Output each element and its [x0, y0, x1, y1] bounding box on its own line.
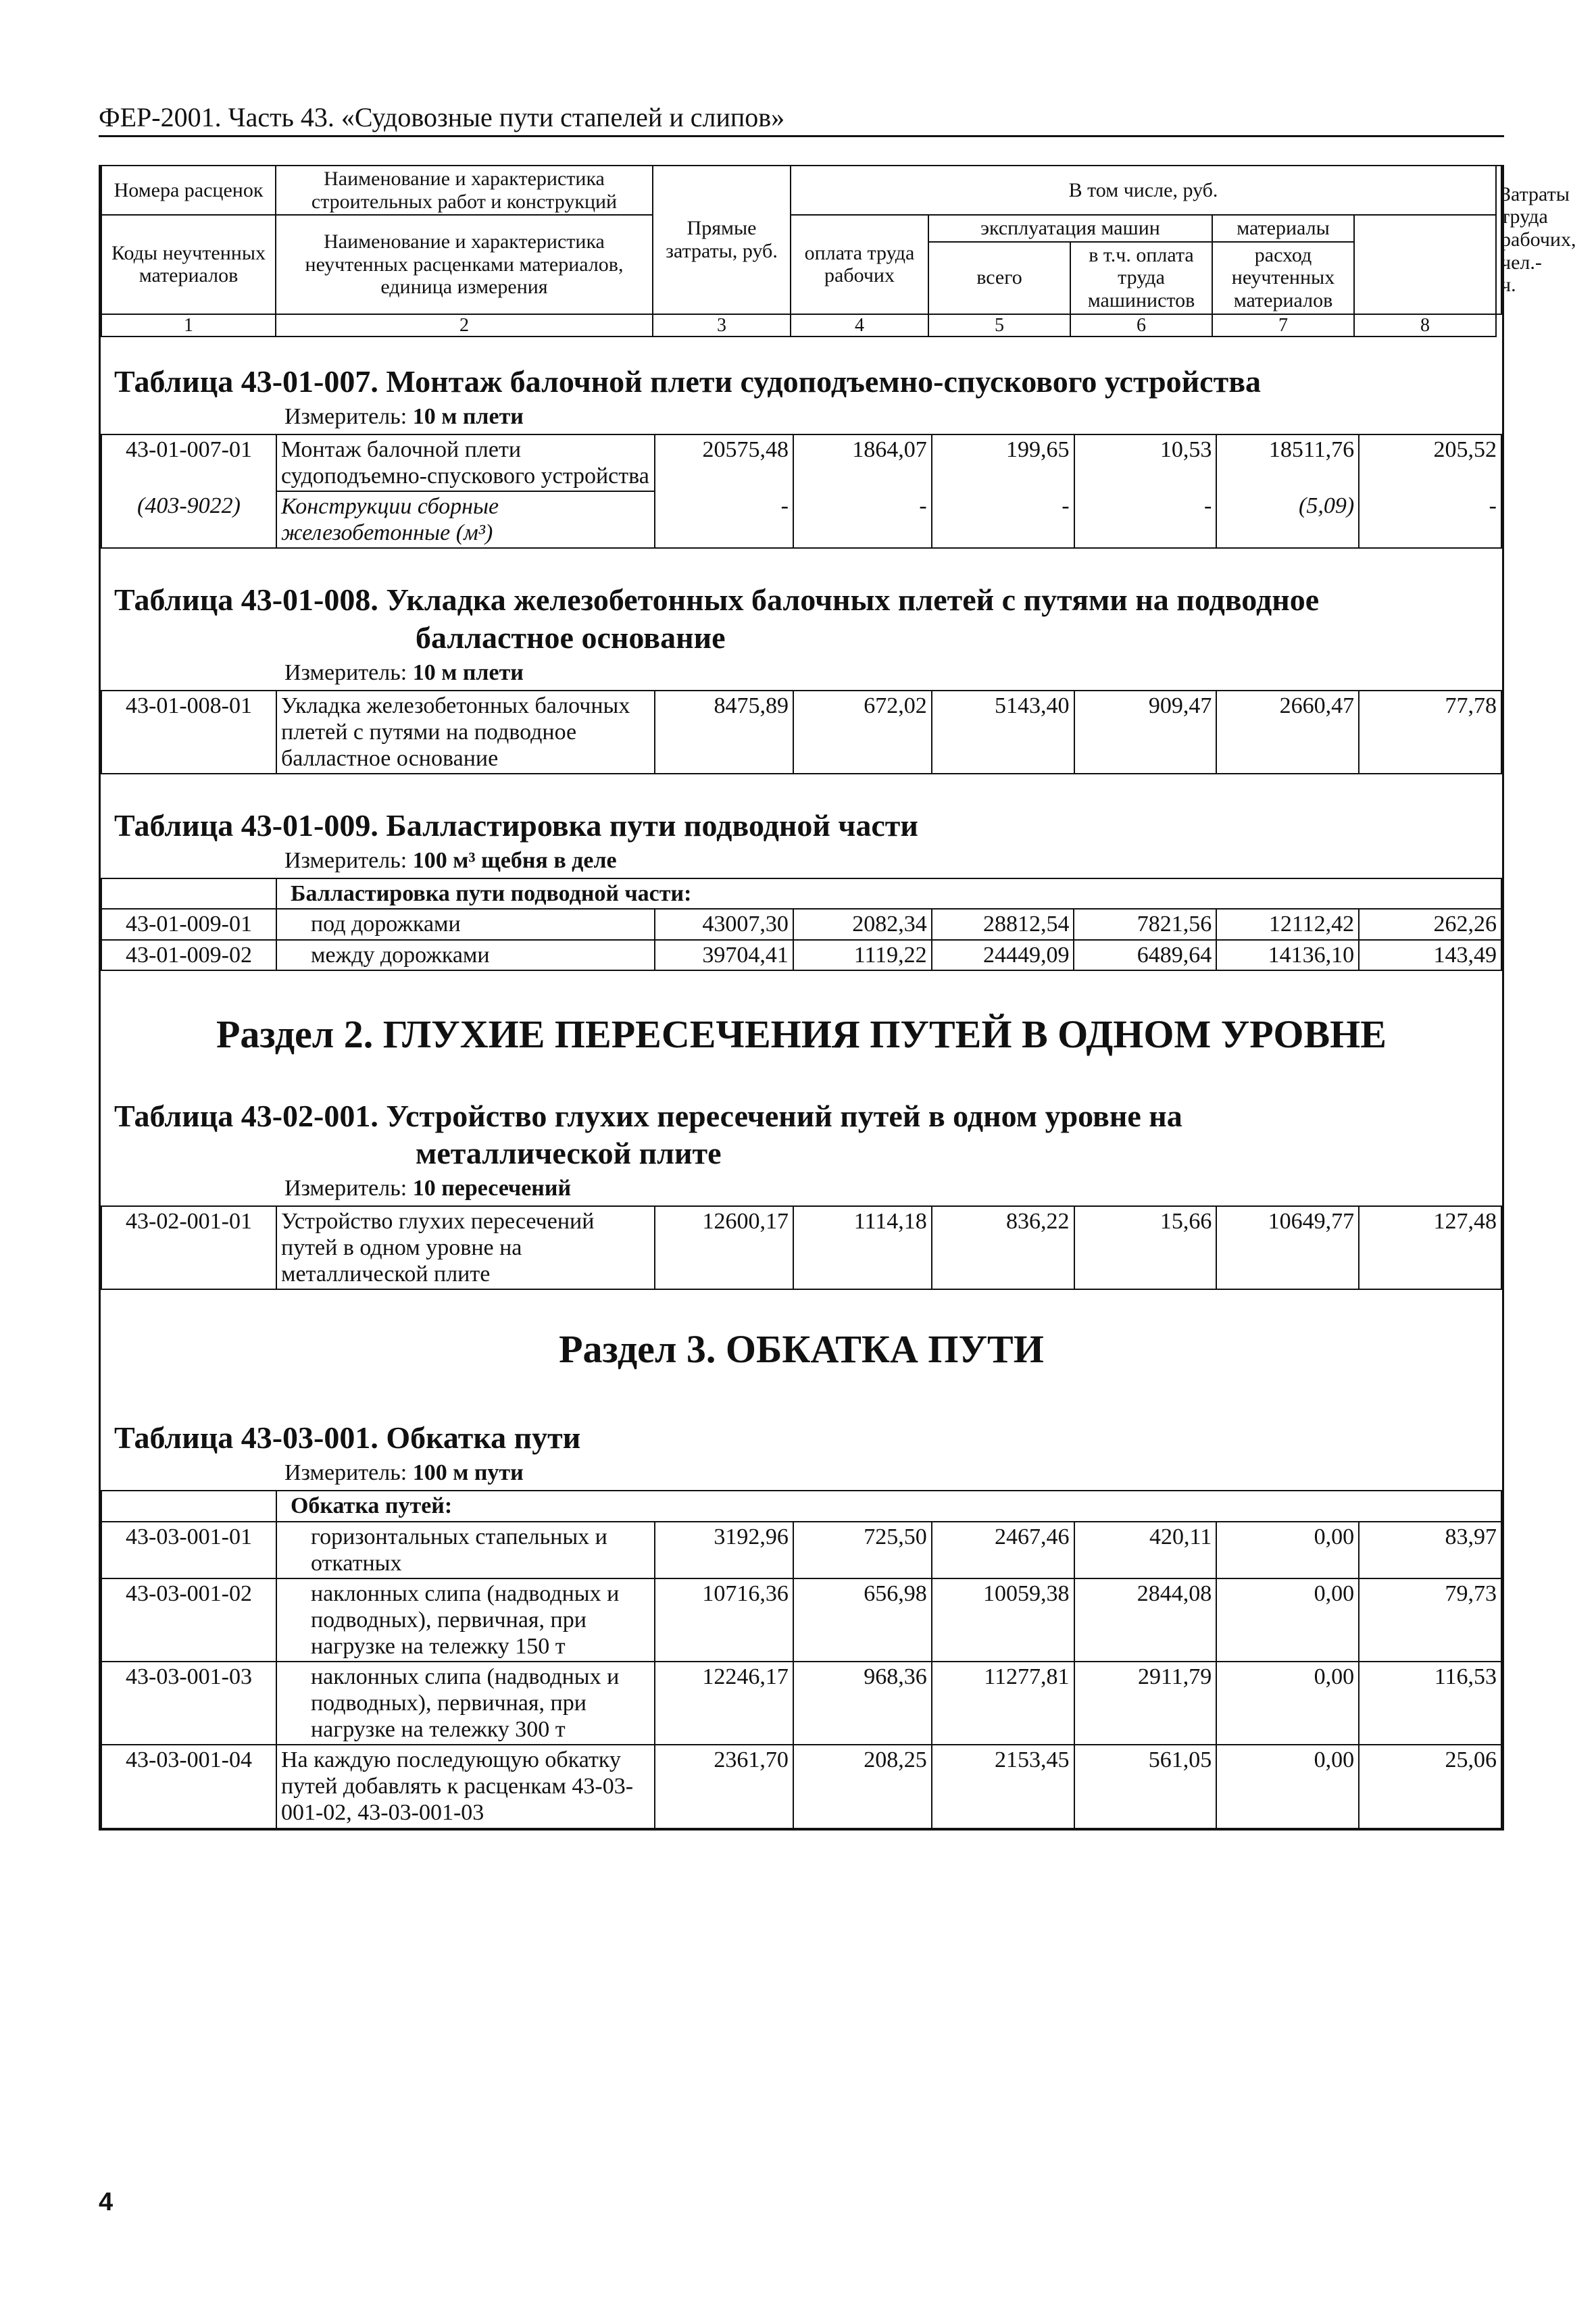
machines-pay: 6489,64 [1074, 940, 1216, 970]
direct-cost: 43007,30 [655, 909, 793, 939]
machines-pay: 15,66 [1074, 1206, 1217, 1289]
part-title: Раздел 2. ГЛУХИЕ ПЕРЕСЕЧЕНИЯ ПУТЕЙ В ОДНОМ УРОВНЕ [216, 1012, 1387, 1056]
table-title [101, 1097, 1502, 1172]
direct-cost: 10716,36 [655, 1578, 793, 1662]
labor-pay: 656,98 [793, 1578, 932, 1662]
rates-table [101, 434, 1502, 549]
materials: 0,00 [1216, 1522, 1359, 1578]
header-machines-total: всего [928, 242, 1070, 314]
unit-line [101, 404, 1502, 430]
group-label: Балластировка пути подводной части: [276, 878, 1501, 909]
header-code-bottom: Коды неучтенных материалов [101, 215, 276, 314]
unit-label: Измеритель: [284, 848, 407, 874]
header-materials-unaccounted: расход неучтенных материалов [1212, 242, 1354, 314]
table-title-continuation: металлической плите [416, 1135, 722, 1170]
table-title-text: Таблица 43-01-008. Укладка железобетонных балочных плетей с путями на подводное [114, 582, 1320, 618]
labor-pay: 1114,18 [793, 1206, 932, 1289]
direct-cost: - [655, 491, 793, 548]
col-number: 6 [1070, 314, 1212, 337]
materials: 10649,77 [1216, 1206, 1359, 1289]
table-title-text: Таблица 43-01-009. Балластировка пути подводной части [114, 808, 918, 843]
direct-cost: 2361,70 [655, 1745, 793, 1828]
table-section [101, 549, 1502, 774]
rate-code: 43-03-001-02 [101, 1578, 276, 1662]
machines-pay: 909,47 [1074, 691, 1217, 774]
table-row [101, 940, 1501, 970]
table-title-text: Таблица 43-01-007. Монтаж балочной плети судоподъемно-спускового устройства [114, 364, 1262, 399]
labor-pay: 208,25 [793, 1745, 932, 1828]
unit-line [101, 660, 1502, 686]
machines-pay: 7821,56 [1074, 909, 1216, 939]
document-body [99, 165, 1576, 1831]
header-rule [99, 135, 1504, 137]
work-name: наклонных слипа (надводных и подводных), первичная, при нагрузке на тележку 300 т [276, 1662, 655, 1745]
table-section [101, 1290, 1502, 1828]
table-title-continuation: балластное основание [416, 620, 726, 655]
rates-table [101, 1490, 1502, 1828]
table-row [101, 909, 1501, 939]
work-name: Монтаж балочной плети судоподъемно-спускового устройства [276, 434, 655, 491]
table-row [101, 1206, 1501, 1289]
table-section [101, 971, 1502, 1291]
work-name: Конструкции сборные железобетонные (м³) [276, 491, 655, 548]
group-row [101, 878, 1501, 909]
direct-cost: 3192,96 [655, 1522, 793, 1578]
material-row [101, 491, 1501, 548]
direct-cost: 20575,48 [655, 434, 793, 491]
labor-hours: 143,49 [1359, 940, 1501, 970]
labor-pay: 968,36 [793, 1662, 932, 1745]
labor-hours: 25,06 [1359, 1745, 1501, 1828]
table-title [101, 807, 1502, 844]
table-title-text: Таблица 43-02-001. Устройство глухих пересечений путей в одном уровне на [114, 1098, 1182, 1133]
unit-label: Измеритель: [284, 404, 407, 430]
labor-pay: - [793, 491, 932, 548]
rate-code: 43-01-008-01 [101, 691, 276, 774]
header-incl: В том числе, руб. [791, 166, 1496, 215]
materials: 0,00 [1216, 1578, 1359, 1662]
labor-pay: 1119,22 [793, 940, 932, 970]
rates-table [101, 690, 1502, 774]
materials: 0,00 [1216, 1745, 1359, 1828]
rates-table [101, 1205, 1502, 1290]
table-row [101, 1662, 1501, 1745]
col-number: 3 [653, 314, 791, 337]
materials: 12112,42 [1216, 909, 1359, 939]
header-machines: эксплуатация машин [928, 215, 1212, 242]
table-row [101, 691, 1501, 774]
unit-label: Измеритель: [284, 1175, 407, 1201]
unit-line [101, 1176, 1502, 1201]
rates-table [101, 878, 1502, 970]
machines-pay: 420,11 [1074, 1522, 1217, 1578]
group-row [101, 1491, 1501, 1521]
header-direct: Прямые затраты, руб. [653, 166, 791, 314]
work-name: На каждую последующую обкатку путей добавлять к расценкам 43-03-001-02, 43-03-001-03 [276, 1745, 655, 1828]
unit-value: 100 м пути [412, 1460, 524, 1486]
table-title [101, 363, 1502, 400]
materials: 0,00 [1216, 1662, 1359, 1745]
labor-hours: 262,26 [1359, 909, 1501, 939]
labor-hours: 77,78 [1359, 691, 1501, 774]
labor-hours: 79,73 [1359, 1578, 1501, 1662]
machines-pay: 2911,79 [1074, 1662, 1217, 1745]
table-row [101, 1578, 1501, 1662]
header-name-bottom: Наименование и характеристика неучтенных расценками материалов, единица измерения [276, 215, 653, 314]
work-name: горизонтальных стапельных и откатных [276, 1522, 655, 1578]
col-number: 4 [791, 314, 928, 337]
machines-pay: 2844,08 [1074, 1578, 1217, 1662]
header-labor-cost: Затраты труда рабочих, чел.-ч. [1496, 166, 1501, 314]
unit-line [101, 848, 1502, 874]
header-labor-pay: оплата труда рабочих [791, 215, 928, 314]
work-name: Устройство глухих пересечений путей в одном уровне на металлической плите [276, 1206, 655, 1289]
unit-label: Измеритель: [284, 659, 407, 685]
table-row [101, 1522, 1501, 1578]
work-name: Укладка железобетонных балочных плетей с путями на подводное балластное основание [276, 691, 655, 774]
work-name: под дорожками [276, 909, 655, 939]
labor-hours: - [1359, 491, 1501, 548]
group-empty-cell [101, 1491, 276, 1521]
table-sections [101, 337, 1502, 1829]
machines-pay: 561,05 [1074, 1745, 1217, 1828]
machines-total: 2467,46 [932, 1522, 1074, 1578]
labor-hours: 127,48 [1359, 1206, 1501, 1289]
machines-total: 836,22 [932, 1206, 1074, 1289]
machines-pay: 10,53 [1074, 434, 1217, 491]
unit-value: 100 м³ щебня в деле [412, 848, 617, 874]
direct-cost: 12246,17 [655, 1662, 793, 1745]
direct-cost: 39704,41 [655, 940, 793, 970]
col-number: 7 [1212, 314, 1354, 337]
direct-cost: 12600,17 [655, 1206, 793, 1289]
machines-pay: - [1074, 491, 1217, 548]
part-title: Раздел 3. ОБКАТКА ПУТИ [559, 1327, 1044, 1372]
labor-pay: 672,02 [793, 691, 932, 774]
materials: 14136,10 [1216, 940, 1359, 970]
page-header: ФЕР-2001. Часть 43. «Судовозные пути стапелей и слипов» [99, 102, 785, 132]
rate-code: 43-03-001-01 [101, 1522, 276, 1578]
table-title-text: Таблица 43-03-001. Обкатка пути [114, 1420, 581, 1455]
page-number: 4 [99, 2188, 114, 2216]
table-title [101, 581, 1502, 655]
materials: 18511,76 [1216, 434, 1359, 491]
table-title [101, 1419, 1502, 1456]
rate-code: 43-03-001-04 [101, 1745, 276, 1828]
table-section [101, 774, 1502, 970]
machines-total: 28812,54 [932, 909, 1074, 939]
unit-value: 10 м плети [412, 659, 524, 685]
rate-code: 43-03-001-03 [101, 1662, 276, 1745]
materials: 2660,47 [1216, 691, 1359, 774]
table-row [101, 434, 1501, 491]
machines-total: 2153,45 [932, 1745, 1074, 1828]
rate-code: 43-01-009-02 [101, 940, 276, 970]
table-row [101, 1745, 1501, 1828]
unit-value: 10 пересечений [412, 1175, 572, 1201]
labor-pay: 2082,34 [793, 909, 932, 939]
unit-line [101, 1460, 1502, 1486]
group-label: Обкатка путей: [276, 1491, 1501, 1521]
col-number: 5 [928, 314, 1070, 337]
direct-cost: 8475,89 [655, 691, 793, 774]
work-name: между дорожками [276, 940, 655, 970]
machines-total: 199,65 [932, 434, 1074, 491]
header-machines-pay: в т.ч. оплата труда машинистов [1070, 242, 1212, 314]
labor-pay: 1864,07 [793, 434, 932, 491]
col-number: 1 [101, 314, 276, 337]
unit-label: Измеритель: [284, 1460, 407, 1486]
rate-code: 43-02-001-01 [101, 1206, 276, 1289]
materials: (5,09) [1216, 491, 1359, 548]
labor-hours: 205,52 [1359, 434, 1501, 491]
unit-value: 10 м плети [412, 404, 524, 430]
machines-total: 10059,38 [932, 1578, 1074, 1662]
col-number: 2 [276, 314, 653, 337]
header-code-top: Номера расценок [101, 166, 276, 215]
header-name-top: Наименование и характеристика строительных работ и конструкций [276, 166, 653, 215]
machines-total: 24449,09 [932, 940, 1074, 970]
rate-code: (403-9022) [101, 491, 276, 548]
col-number: 8 [1354, 314, 1496, 337]
work-name: наклонных слипа (надводных и подводных), первичная, при нагрузке на тележку 150 т [276, 1578, 655, 1662]
rate-code: 43-01-009-01 [101, 909, 276, 939]
table-section [101, 337, 1502, 549]
group-empty-cell [101, 878, 276, 909]
labor-hours: 83,97 [1359, 1522, 1501, 1578]
column-number-row [101, 314, 1501, 337]
labor-hours: 116,53 [1359, 1662, 1501, 1745]
labor-pay: 725,50 [793, 1522, 932, 1578]
rate-code: 43-01-007-01 [101, 434, 276, 491]
machines-total: 11277,81 [932, 1662, 1074, 1745]
column-header-table [101, 165, 1576, 337]
header-materials: материалы [1212, 215, 1354, 242]
machines-total: - [932, 491, 1074, 548]
machines-total: 5143,40 [932, 691, 1074, 774]
